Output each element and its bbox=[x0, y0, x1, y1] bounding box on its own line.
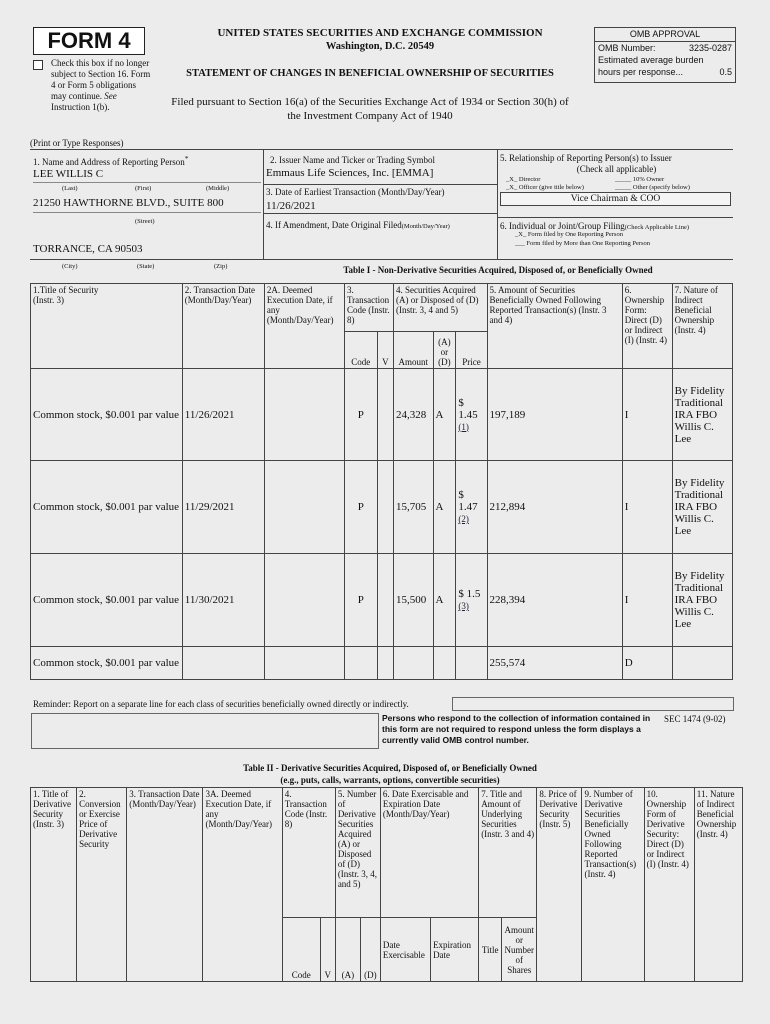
middle-label: (Middle) bbox=[206, 185, 230, 192]
t1-sub-amount: Amount bbox=[394, 332, 434, 369]
t2-h-price: 8. Price of Derivative Security (Instr. 5) bbox=[537, 788, 582, 982]
street-address: 21250 HAWTHORNE BLVD., SUITE 800 bbox=[33, 197, 224, 209]
persons-notice: Persons who respond to the collection of information contained in this form are not required to respond unless the form displays a currently valid OMB control number. bbox=[382, 713, 651, 745]
footnote-link[interactable]: (1) bbox=[458, 421, 469, 432]
t1-h-ownership-form: 6. Ownership Form: Direct (D) or Indirect (I) (Instr. 4) bbox=[622, 284, 672, 369]
t1-row-date: 11/30/2021 bbox=[182, 554, 264, 647]
first-label: (First) bbox=[135, 185, 152, 192]
reminder-text: Reminder: Report on a separate line for each class of securities beneficially owned directly or indirectly. bbox=[33, 699, 409, 709]
t1-row-owned: 228,394 bbox=[487, 554, 622, 647]
t1-row-code: P bbox=[344, 461, 377, 554]
omb-approval-box bbox=[594, 27, 736, 83]
footnote-link[interactable]: (2) bbox=[458, 514, 469, 524]
t1-row-price bbox=[456, 647, 487, 680]
box5-sub: (Check all applicable) bbox=[576, 164, 657, 174]
street-label: (Street) bbox=[135, 218, 155, 225]
state-label: (State) bbox=[137, 263, 155, 270]
t1-row-v bbox=[377, 554, 393, 647]
t1-row-nature bbox=[672, 647, 732, 680]
checkbox-see: See bbox=[104, 91, 117, 101]
t1-row-form: I bbox=[622, 369, 672, 461]
t2-sub-a: (A) bbox=[335, 918, 360, 982]
omb-number-value: 3235-0287 bbox=[688, 43, 732, 53]
t2-h-deemed: 3A. Deemed Execution Date, if any (Month/Day/Year) bbox=[203, 788, 282, 982]
t2-sub-code: Code bbox=[282, 918, 320, 982]
rel-director: _X_ Director bbox=[506, 176, 541, 183]
issuer-name: Emmaus Life Sciences, Inc. [EMMA] bbox=[266, 167, 434, 179]
table2 bbox=[30, 787, 743, 982]
t1-row-v bbox=[377, 647, 393, 680]
t1-row-owned: 212,894 bbox=[487, 461, 622, 554]
notice-box bbox=[31, 713, 379, 749]
table1 bbox=[30, 283, 733, 680]
omb-title: OMB APPROVAL bbox=[595, 28, 735, 42]
t1-row-deemed bbox=[264, 647, 344, 680]
checkbox-instr: Instruction 1(b). bbox=[51, 102, 110, 112]
officer-title-box bbox=[500, 192, 731, 206]
t2-sub-title: Title bbox=[479, 918, 502, 982]
t2-h-title: 1. Title of Derivative Security (Instr. 3) bbox=[31, 788, 77, 982]
t1-sub-v: V bbox=[377, 332, 393, 369]
t1-h-date: 2. Transaction Date (Month/Day/Year) bbox=[182, 284, 264, 369]
t1-row-date bbox=[182, 647, 264, 680]
zip-label: (Zip) bbox=[214, 263, 228, 270]
form-title: FORM 4 bbox=[47, 28, 131, 53]
t2-sub-expiration: Expiration Date bbox=[431, 918, 479, 982]
t1-row-deemed bbox=[264, 369, 344, 461]
t1-row-title: Common stock, $0.001 par value bbox=[31, 369, 183, 461]
t1-h-securities: 4. Securities Acquired (A) or Disposed of (D) (Instr. 3, 4 and 5) bbox=[394, 284, 488, 332]
t2-sub-date-exercisable: Date Exercisable bbox=[380, 918, 430, 982]
t2-sub-amount: Amount or Number of Shares bbox=[502, 918, 537, 982]
agency-city: Washington, D.C. 20549 bbox=[325, 41, 435, 52]
t1-row-nature: By Fidelity Traditional IRA FBO Willis C. Lee bbox=[672, 369, 732, 461]
t1-row-price: $ 1.47 (2) bbox=[456, 461, 487, 554]
t2-h-exercisable: 6. Date Exercisable and Expiration Date (Month/Day/Year) bbox=[380, 788, 478, 918]
statement-title: STATEMENT OF CHANGES IN BENEFICIAL OWNERSHIP OF SECURITIES bbox=[186, 68, 554, 79]
rel-officer: _X_ Officer (give title below) bbox=[506, 184, 584, 191]
t2-h-conversion: 2. Conversion or Exercise Price of Derivative Security bbox=[77, 788, 127, 982]
t1-row-ad bbox=[433, 647, 456, 680]
filed-pursuant-line2: the Investment Company Act of 1940 bbox=[287, 110, 453, 122]
t1-h-code: 3. Transaction Code (Instr. 8) bbox=[344, 284, 393, 332]
box3-label: 3. Date of Earliest Transaction (Month/Day/Year) bbox=[266, 187, 445, 197]
omb-number-label: OMB Number: bbox=[598, 43, 656, 53]
t1-row-amount: 15,500 bbox=[394, 554, 434, 647]
t1-row-v bbox=[377, 369, 393, 461]
t1-h-title: 1.Title of Security (Instr. 3) bbox=[31, 284, 183, 369]
footnote-link[interactable]: (3) bbox=[458, 601, 469, 611]
t1-row-amount: 24,328 bbox=[394, 369, 434, 461]
t1-row-form: D bbox=[622, 647, 672, 680]
t1-row-title: Common stock, $0.001 par value bbox=[31, 461, 183, 554]
t1-row-nature: By Fidelity Traditional IRA FBO Willis C. Lee bbox=[672, 461, 732, 554]
table1-row bbox=[31, 554, 733, 647]
t1-row-code: P bbox=[344, 369, 377, 461]
city-label: (City) bbox=[62, 263, 78, 270]
t1-row-title: Common stock, $0.001 par value bbox=[31, 554, 183, 647]
t1-row-amount bbox=[394, 647, 434, 680]
earliest-transaction-date: 11/26/2021 bbox=[266, 200, 316, 212]
t2-sub-d: (D) bbox=[360, 918, 380, 982]
city-state-zip: TORRANCE, CA 90503 bbox=[33, 243, 143, 255]
section16-checkbox[interactable] bbox=[33, 60, 43, 70]
box6-label: 6. Individual or Joint/Group Filing(Check Applicable Line) bbox=[500, 221, 690, 231]
form-title-box bbox=[33, 27, 145, 55]
reminder-box bbox=[452, 697, 734, 711]
box1-label: 1. Name and Address of Reporting Person* bbox=[33, 154, 189, 167]
t1-row-deemed bbox=[264, 461, 344, 554]
t1-row-nature: By Fidelity Traditional IRA FBO Willis C. Lee bbox=[672, 554, 732, 647]
t1-row-form: I bbox=[622, 554, 672, 647]
t1-sub-price: Price bbox=[456, 332, 487, 369]
t2-h-ownership: 10. Ownership Form of Derivative Security: Direct (D) or Indirect (I) (Instr. 4) bbox=[644, 788, 694, 982]
box5-label: 5. Relationship of Reporting Person(s) to Issuer bbox=[500, 153, 672, 163]
box4-label: 4. If Amendment, Date Original Filed(Month/Day/Year) bbox=[266, 220, 450, 230]
t1-h-amount-owned: 5. Amount of Securities Beneficially Owned Following Reported Transaction(s) (Instr. 3 and 4) bbox=[487, 284, 622, 369]
t1-row-date: 11/29/2021 bbox=[182, 461, 264, 554]
t1-row-v bbox=[377, 461, 393, 554]
t1-h-nature: 7. Nature of Indirect Beneficial Ownership (Instr. 4) bbox=[672, 284, 732, 369]
reporting-person-name: LEE WILLIS C bbox=[33, 168, 104, 180]
t2-h-underlying: 7. Title and Amount of Underlying Securities (Instr. 3 and 4) bbox=[479, 788, 537, 918]
t2-h-code: 4. Transaction Code (Instr. 8) bbox=[282, 788, 335, 918]
t1-row-ad: A bbox=[433, 369, 456, 461]
rel-other: _____ Other (specify below) bbox=[615, 184, 690, 191]
t1-sub-code: Code bbox=[344, 332, 377, 369]
table2-header-row bbox=[31, 788, 743, 918]
t1-row-title: Common stock, $0.001 par value bbox=[31, 647, 183, 680]
print-note: (Print or Type Responses) bbox=[30, 138, 124, 148]
rel-ten-pct-owner: _____ 10% Owner bbox=[615, 176, 665, 183]
t1-row-deemed bbox=[264, 554, 344, 647]
sec-code: SEC 1474 (9-02) bbox=[664, 714, 726, 724]
t1-row-date: 11/26/2021 bbox=[182, 369, 264, 461]
t2-sub-v: V bbox=[320, 918, 335, 982]
t1-h-deemed: 2A. Deemed Execution Date, if any (Month/Day/Year) bbox=[264, 284, 344, 369]
t1-row-ad: A bbox=[433, 461, 456, 554]
filed-pursuant-line1: Filed pursuant to Section 16(a) of the Securities Exchange Act of 1934 or Section 30(h) of bbox=[171, 96, 569, 108]
table2-title: Table II - Derivative Securities Acquired, Disposed of, or Beneficially Owned bbox=[243, 763, 537, 773]
box6-option1: _X_ Form filed by One Reporting Person bbox=[515, 231, 623, 238]
t1-row-amount: 15,705 bbox=[394, 461, 434, 554]
omb-hours-value: 0.5 bbox=[719, 67, 732, 77]
t1-row-ad: A bbox=[433, 554, 456, 647]
table1-title: Table I - Non-Derivative Securities Acquired, Disposed of, or Beneficially Owned bbox=[343, 265, 653, 275]
last-label: (Last) bbox=[62, 185, 78, 192]
t1-row-code bbox=[344, 647, 377, 680]
table1-header-row bbox=[31, 284, 733, 332]
t1-row-code: P bbox=[344, 554, 377, 647]
checkbox-text: Check this box if no longer subject to Section 16. Form 4 or Form 5 obligations may continue. bbox=[51, 58, 151, 101]
t1-row-owned: 197,189 bbox=[487, 369, 622, 461]
t1-row-price: $ 1.45 (1) bbox=[456, 369, 487, 461]
t2-h-number: 5. Number of Derivative Securities Acquired (A) or Disposed of (D) (Instr. 3, 4, and 5) bbox=[335, 788, 380, 918]
table1-row bbox=[31, 369, 733, 461]
t2-h-date: 3. Transaction Date (Month/Day/Year) bbox=[127, 788, 203, 982]
agency-name: UNITED STATES SECURITIES AND EXCHANGE COMMISSION bbox=[217, 27, 543, 39]
table1-row bbox=[31, 461, 733, 554]
omb-hours-label: hours per response... bbox=[598, 67, 684, 77]
box2-label: 2. Issuer Name and Ticker or Trading Symbol bbox=[270, 155, 435, 165]
table1-row bbox=[31, 647, 733, 680]
omb-burden-label: Estimated average burden bbox=[598, 55, 704, 65]
t1-row-form: I bbox=[622, 461, 672, 554]
table2-subtitle: (e.g., puts, calls, warrants, options, convertible securities) bbox=[280, 775, 500, 785]
t2-h-nature: 11. Nature of Indirect Beneficial Ownership (Instr. 4) bbox=[694, 788, 742, 982]
t2-h-number-owned: 9. Number of Derivative Securities Beneficially Owned Following Reported Transaction(s) (Instr. 4) bbox=[582, 788, 644, 982]
t1-row-price: $ 1.5 (3) bbox=[456, 554, 487, 647]
t1-row-owned: 255,574 bbox=[487, 647, 622, 680]
officer-title: Vice Chairman & COO bbox=[570, 194, 661, 204]
box6-option2: ___ Form filed by More than One Reporting Person bbox=[515, 240, 651, 247]
t1-sub-ad: (A) or (D) bbox=[433, 332, 456, 369]
